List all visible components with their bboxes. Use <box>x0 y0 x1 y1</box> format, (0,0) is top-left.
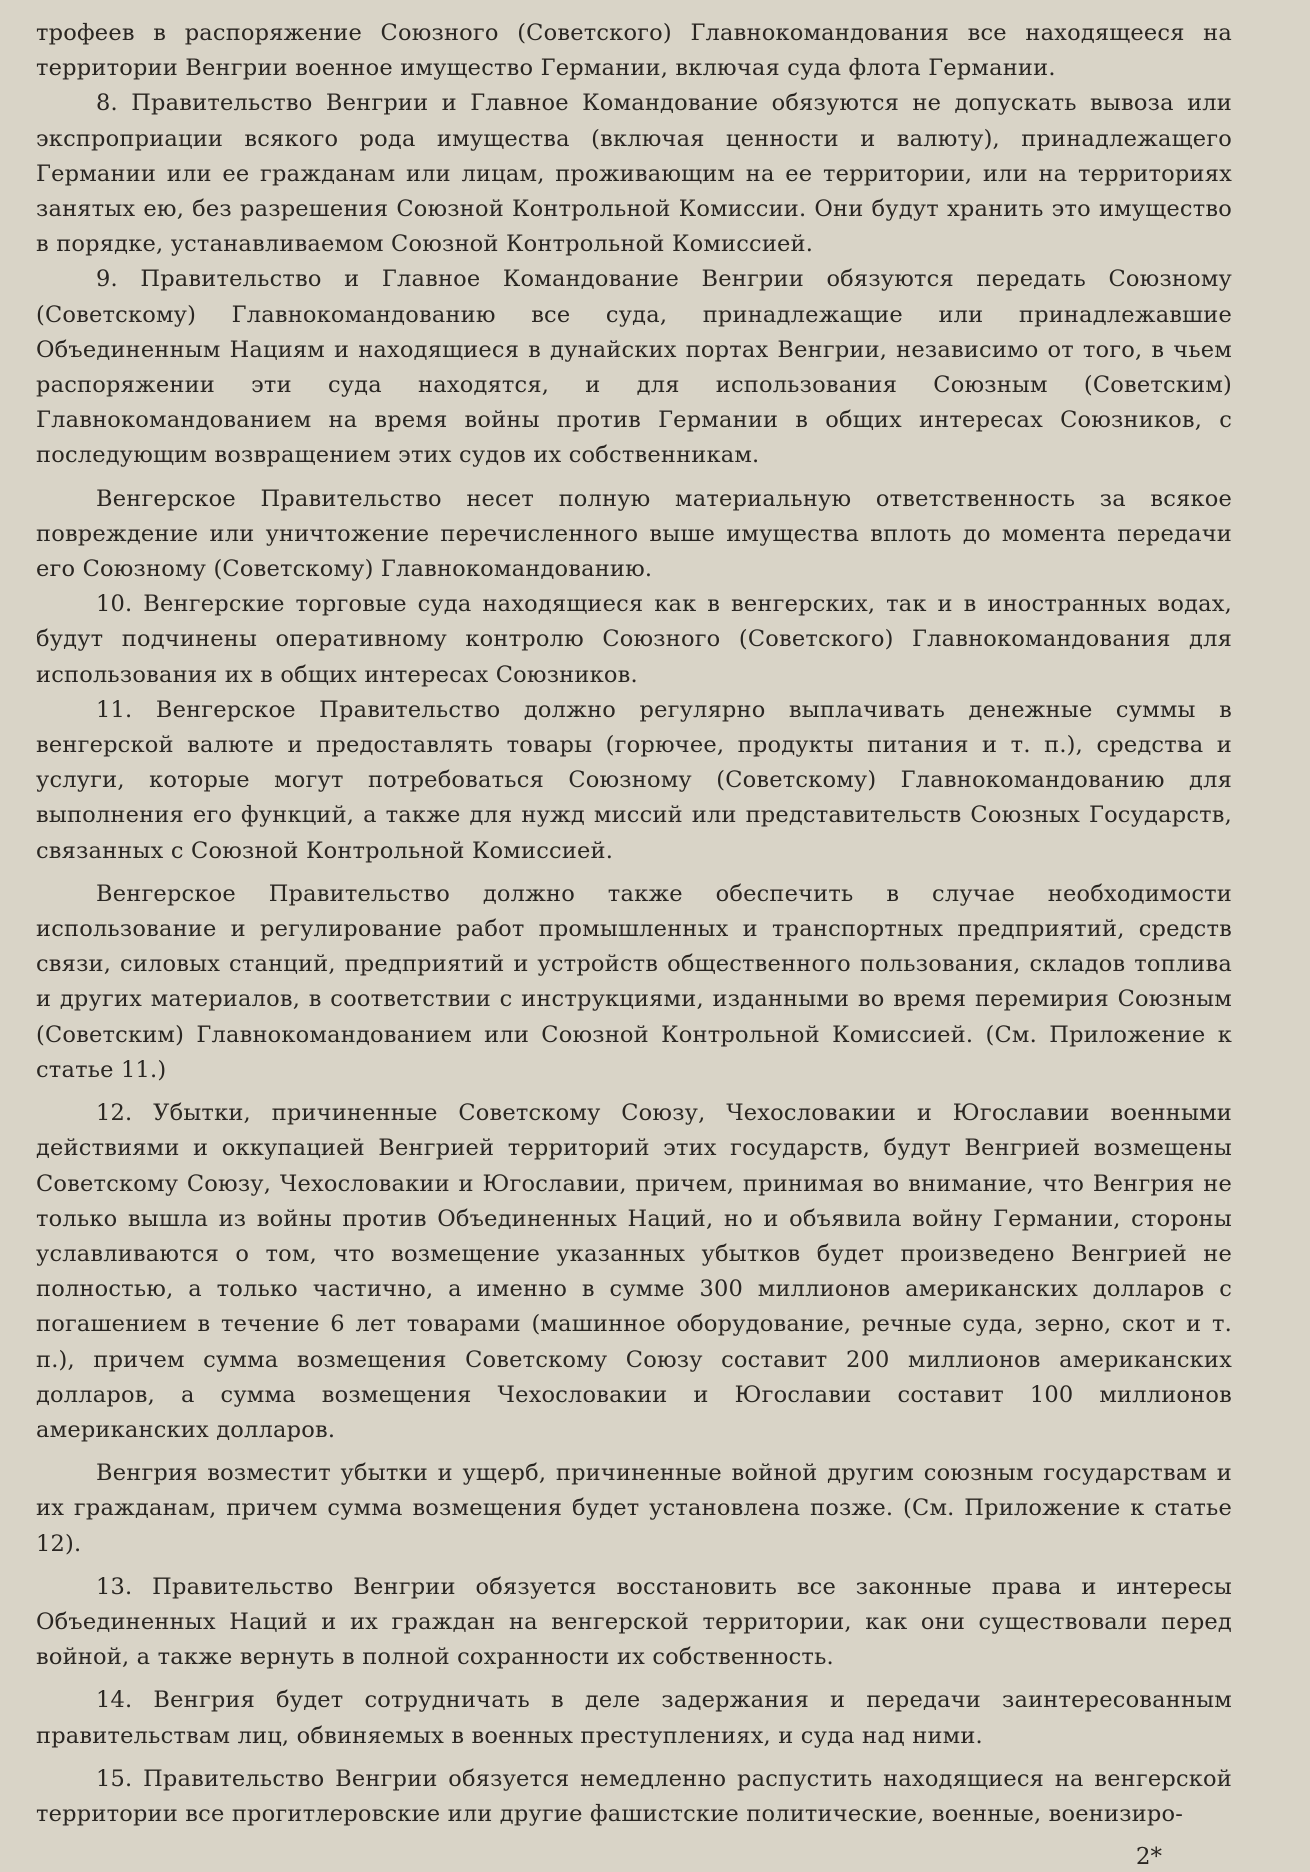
paragraph-article-11: 11. Венгерское Правительство должно регулярно выплачивать денежные суммы в венгерской валюте и предоставлять товары (горючее, продукты питания и т. п.), средства и услуги, которые могут потребоваться Союзному (Советскому) Главнокомандованию для выполнения его функций, а также для нужд миссий или представительств Союзных Государств, связанных с Союзной Контрольной Комиссией. <box>36 696 1232 864</box>
document-body <box>36 16 1232 1832</box>
paragraph-article-8: 8. Правительство Венгрии и Главное Командование обязуются не допускать вывоза или экспроприации всякого рода имущества (включая ценности и валюту), принадлежащего Германии или ее гражданам или лицам, проживающим на ее территории, или на территориях занятых ею, без разрешения Союзной Контрольной Комиссии. Они будут хранить это имущество в порядке, устанавливаемом Союзной Контрольной Комиссией. <box>36 90 1232 258</box>
page-number: 2* <box>1135 1844 1162 1870</box>
paragraph-article-12-continued: Венгрия возместит убытки и ущерб, причиненные войной другим союзным государствам и их гражданам, причем сумма возмещения будет установлена позже. (См. Приложение к статье 12). <box>36 1460 1232 1557</box>
paragraph-article-11-continued: Венгерское Правительство должно также обеспечить в случае необходимости использование и регулирование работ промышленных и транспортных предприятий, средств связи, силовых станций, предприятий и устройств общественного пользования, складов топлива и других материалов, в соответствии с инструкциями, изданными во время перемирия Союзным (Советским) Главнокомандованием или Союзной Контрольной Комиссией. (См. Приложение к статье 11.) <box>36 880 1232 1083</box>
paragraph-article-15: 15. Правительство Венгрии обязуется немедленно распустить находящиеся на венгерской территории все прогитлеровские или другие фашистские политические, военные, военизиро- <box>36 1765 1232 1827</box>
paragraph-article-14: 14. Венгрия будет сотрудничать в деле задержания и передачи заинтересованным правительствам лиц, обвиняемых в военных преступлениях, и суда над ними. <box>36 1687 1232 1749</box>
paragraph-article-9-liability: Венгерское Правительство несет полную материальную ответственность за всякое повреждение или уничтожение перечисленного выше имущества вплоть до момента передачи его Союзному (Советскому) Главнокомандованию. <box>36 485 1232 583</box>
paragraph-article-10: 10. Венгерские торговые суда находящиеся как в венгерских, так и в иностранных водах, будут подчинены оперативному контролю Союзного (Советского) Главнокомандования для использования их в общих интересах Союзников. <box>36 591 1232 688</box>
paragraph-article-9: 9. Правительство и Главное Командование Венгрии обязуются передать Союзному (Советскому) Главнокомандованию все суда, принадлежащие или принадлежавшие Объединенным Нациям и находящиеся в дунайских портах Венгрии, независимо от того, в чьем распоряжении эти суда находятся, и для использования Союзным (Советским) Главнокомандованием на время войны против Германии в общих интересах Союзников, с последующим возвращением этих судов их собственникам. <box>36 266 1232 469</box>
paragraph-article-13: 13. Правительство Венгрии обязуется восстановить все законные права и интересы Объединенных Наций и их граждан на венгерской территории, как они существовали перед войной, а также вернуть в полной сохранности их собственность. <box>36 1573 1232 1671</box>
paragraph-article-12: 12. Убытки, причиненные Советскому Союзу, Чехословакии и Югославии военными действиями и оккупацией Венгрией территорий этих государств, будут Венгрией возмещены Советскому Союзу, Чехословакии и Югославии, причем, принимая во внимание, что Венгрия не только вышла из войны против Объединенных Наций, но и объявила войну Германии, стороны уславливаются о том, что возмещение указанных убытков будет произведено Венгрией не полностью, а только частично, а именно в сумме 300 миллионов американских долларов с погашением в течение 6 лет товарами (машинное оборудование, речные суда, зерно, скот и т. п.), причем сумма возмещения Советскому Союзу составит 200 миллионов американских долларов, а сумма возмещения Чехословакии и Югославии составит 100 миллионов американских долларов. <box>36 1100 1232 1443</box>
paragraph-continuation: трофеев в распоряжение Союзного (Советского) Главнокомандования все находящееся на территории Венгрии военное имущество Германии, включая суда флота Германии. <box>36 20 1232 82</box>
